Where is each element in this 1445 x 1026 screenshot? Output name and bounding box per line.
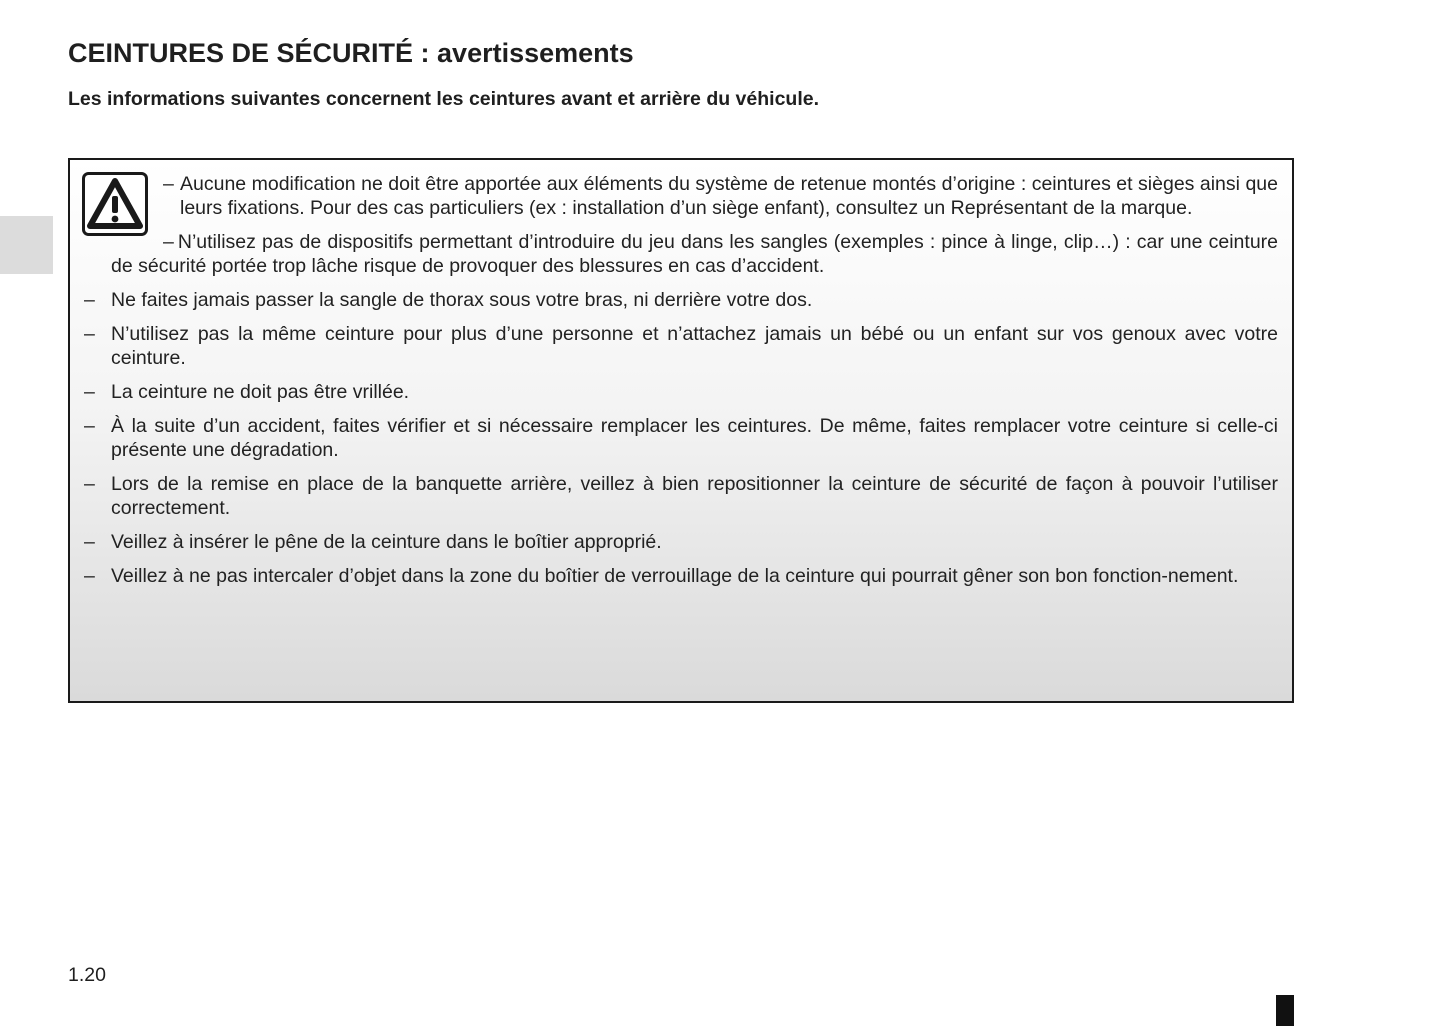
warning-list: [84, 172, 1278, 598]
chapter-tab: [0, 216, 53, 274]
page-edge-marker: [1276, 995, 1294, 1026]
list-item: – À la suite d’un accident, faites vérifier et si nécessaire remplacer les ceintures. De même, faites remplacer votre ceinture si celle-ci présente une dégradation.: [84, 415, 1278, 461]
list-item: – Ne faites jamais passer la sangle de thorax sous votre bras, ni derrière votre dos.: [84, 289, 813, 311]
list-item: – N’utilisez pas de dispositifs permettant d’introduire du jeu dans les sangles (exemples : pince à linge, clip…) : car une ceinture de sécurité portée trop lâche risque de provoquer des blessures en cas d’accident.: [111, 231, 1278, 277]
warning-box: [68, 158, 1294, 703]
list-item: – Veillez à ne pas intercaler d’objet dans la zone du boîtier de verrouillage de la ceinture qui pourrait gêner son bon fonction-nement.: [84, 565, 1239, 587]
list-item: – Veillez à insérer le pêne de la ceinture dans le boîtier approprié.: [84, 531, 662, 553]
list-item: – N’utilisez pas la même ceinture pour plus d’une personne et n’attachez jamais un bébé ou un enfant sur vos genoux avec votre ceinture.: [84, 323, 1278, 369]
page-number: 1.20: [68, 964, 106, 986]
list-item: – La ceinture ne doit pas être vrillée.: [84, 381, 410, 403]
list-item: – Aucune modification ne doit être apportée aux éléments du système de retenue montés d’origine : ceintures et sièges ainsi que leurs fixations. Pour des cas particuliers (ex : installation d’un siège enfant), consultez un Représentant de la marque.: [163, 173, 1278, 219]
intro-text: Les informations suivantes concernent les ceintures avant et arrière du véhicule.: [68, 88, 820, 110]
page-title: CEINTURES DE SÉCURITÉ : avertissements: [68, 38, 634, 68]
list-item: – Lors de la remise en place de la banquette arrière, veillez à bien repositionner la ceinture de sécurité de façon à pouvoir l’utiliser correctement.: [84, 473, 1278, 519]
